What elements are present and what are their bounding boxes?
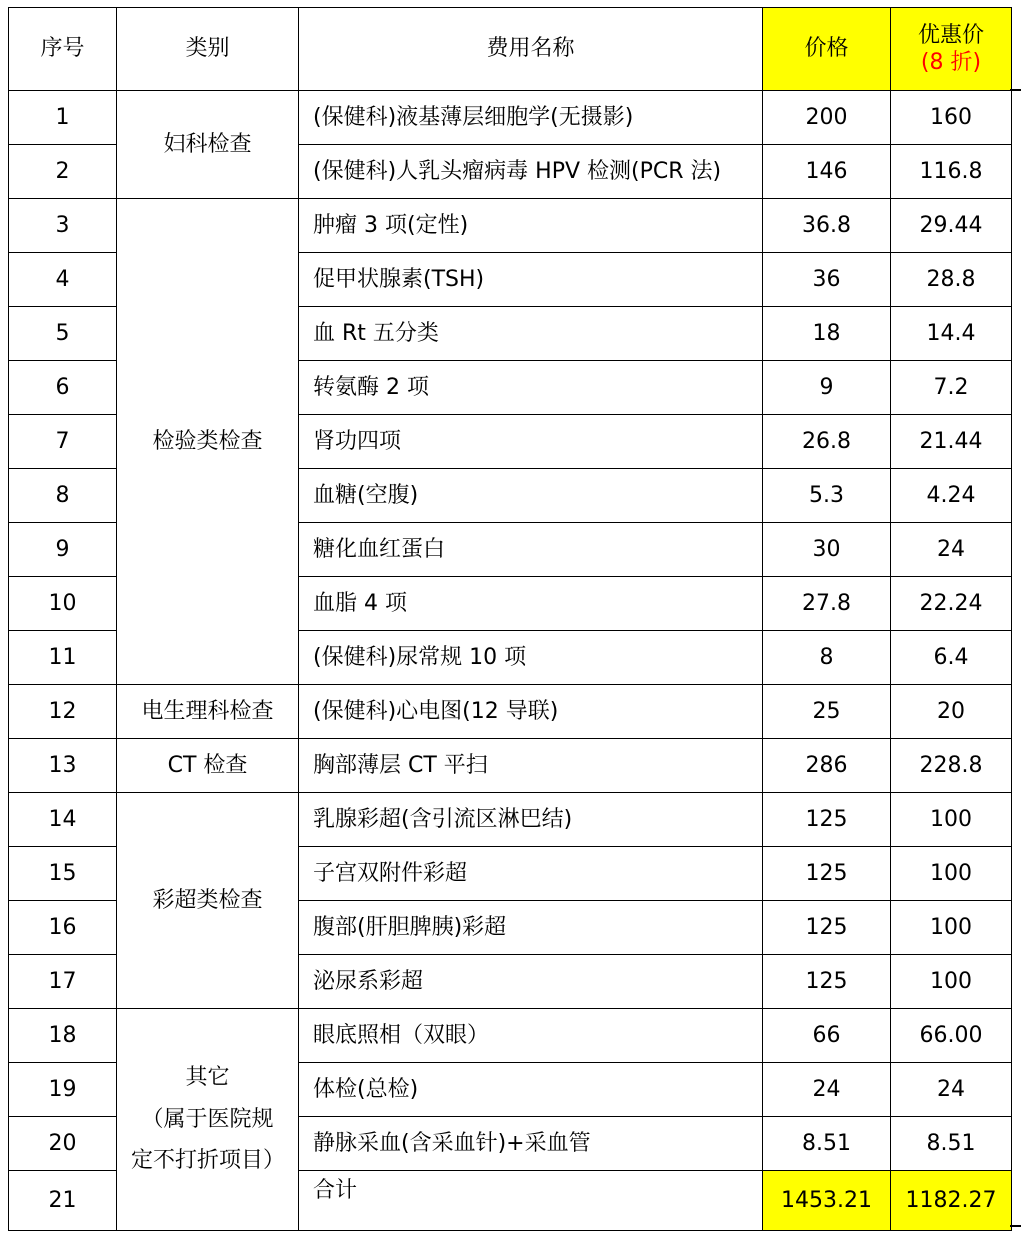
cell-price: 66 [763,1009,891,1063]
cell-no: 7 [9,415,117,469]
header-name: 费用名称 [299,8,763,91]
cell-no: 14 [9,793,117,847]
cell-name: 肿瘤 3 项(定性) [299,199,763,253]
cell-price: 24 [763,1063,891,1117]
cell-discount: 6.4 [891,631,1012,685]
cell-no: 9 [9,523,117,577]
cell-no: 10 [9,577,117,631]
category-gyn: 妇科检查 [117,91,299,199]
category-ecg: 电生理科检查 [117,685,299,739]
cell-discount: 100 [891,955,1012,1009]
cell-no: 4 [9,253,117,307]
cell-no: 21 [9,1171,117,1231]
cell-no: 17 [9,955,117,1009]
header-row [9,8,1012,91]
cell-no: 19 [9,1063,117,1117]
cell-name: 血脂 4 项 [299,577,763,631]
cell-name: (保健科)心电图(12 导联) [299,685,763,739]
cell-no: 2 [9,145,117,199]
cell-discount: 228.8 [891,739,1012,793]
cell-name: 促甲状腺素(TSH) [299,253,763,307]
table-row [9,1009,1012,1063]
cell-price: 30 [763,523,891,577]
cell-name: 血糖(空腹) [299,469,763,523]
cell-no: 12 [9,685,117,739]
cell-no: 11 [9,631,117,685]
cell-discount: 20 [891,685,1012,739]
cell-name: 子宫双附件彩超 [299,847,763,901]
cell-price: 36.8 [763,199,891,253]
cell-discount: 160 [891,91,1012,145]
header-discount-note: (8 折) [920,50,982,75]
table-row [9,199,1012,253]
cell-discount: 66.00 [891,1009,1012,1063]
cell-name: 乳腺彩超(含引流区淋巴结) [299,793,763,847]
cell-name: 胸部薄层 CT 平扫 [299,739,763,793]
cell-price: 25 [763,685,891,739]
cell-discount: 24 [891,523,1012,577]
table-row [9,793,1012,847]
category-other-title: 其它 [185,1064,230,1090]
total-label: 合计 [299,1171,763,1231]
cell-price: 9 [763,361,891,415]
header-price: 价格 [763,8,891,91]
cell-price: 36 [763,253,891,307]
cell-name: 静脉采血(含采血针)+采血管 [299,1117,763,1171]
cell-name: (保健科)尿常规 10 项 [299,631,763,685]
cell-name: 体检(总检) [299,1063,763,1117]
cell-name: 转氨酶 2 项 [299,361,763,415]
cell-discount: 22.24 [891,577,1012,631]
table-body [9,91,1012,1231]
cell-discount: 24 [891,1063,1012,1117]
cell-price: 26.8 [763,415,891,469]
category-ct: CT 检查 [117,739,299,793]
header-category: 类别 [117,8,299,91]
cell-discount: 14.4 [891,307,1012,361]
cell-price: 8.51 [763,1117,891,1171]
cell-discount: 7.2 [891,361,1012,415]
cell-no: 3 [9,199,117,253]
cell-name: 泌尿系彩超 [299,955,763,1009]
grid-line-extension [1010,1225,1021,1227]
table-row [9,739,1012,793]
cell-name: 血 Rt 五分类 [299,307,763,361]
cell-discount: 4.24 [891,469,1012,523]
table-row [9,91,1012,145]
cell-name: 眼底照相（双眼） [299,1009,763,1063]
table-header [9,8,1012,91]
cell-no: 5 [9,307,117,361]
cell-price: 146 [763,145,891,199]
total-price: 1453.21 [763,1171,891,1231]
table-row [9,685,1012,739]
category-other-note: （属于医院规定不打折项目） [131,1106,286,1174]
cell-name: (保健科)人乳头瘤病毒 HPV 检测(PCR 法) [299,145,763,199]
cell-name: 肾功四项 [299,415,763,469]
fee-table [8,7,1012,1231]
cell-no: 1 [9,91,117,145]
cell-price: 8 [763,631,891,685]
cell-no: 15 [9,847,117,901]
cell-discount: 8.51 [891,1117,1012,1171]
cell-price: 200 [763,91,891,145]
cell-name: 腹部(肝胆脾胰)彩超 [299,901,763,955]
cell-no: 20 [9,1117,117,1171]
cell-price: 18 [763,307,891,361]
cell-no: 16 [9,901,117,955]
cell-price: 125 [763,901,891,955]
cell-price: 125 [763,847,891,901]
header-discount-label: 优惠价 [917,22,984,48]
cell-price: 5.3 [763,469,891,523]
category-ultrasound: 彩超类检查 [117,793,299,1009]
cell-discount: 100 [891,847,1012,901]
cell-discount: 100 [891,793,1012,847]
total-discount: 1182.27 [891,1171,1012,1231]
cell-no: 13 [9,739,117,793]
cell-discount: 28.8 [891,253,1012,307]
cell-discount: 116.8 [891,145,1012,199]
cell-discount: 100 [891,901,1012,955]
cell-no: 6 [9,361,117,415]
cell-no: 8 [9,469,117,523]
cell-price: 286 [763,739,891,793]
cell-no: 18 [9,1009,117,1063]
cell-name: 糖化血红蛋白 [299,523,763,577]
grid-line-extension [1010,89,1021,91]
header-discount [891,8,1012,91]
cell-name: (保健科)液基薄层细胞学(无摄影) [299,91,763,145]
category-lab: 检验类检查 [117,199,299,685]
cell-price: 27.8 [763,577,891,631]
category-other [117,1009,299,1231]
header-no: 序号 [9,8,117,91]
cell-discount: 29.44 [891,199,1012,253]
cell-discount: 21.44 [891,415,1012,469]
cell-price: 125 [763,955,891,1009]
cell-price: 125 [763,793,891,847]
